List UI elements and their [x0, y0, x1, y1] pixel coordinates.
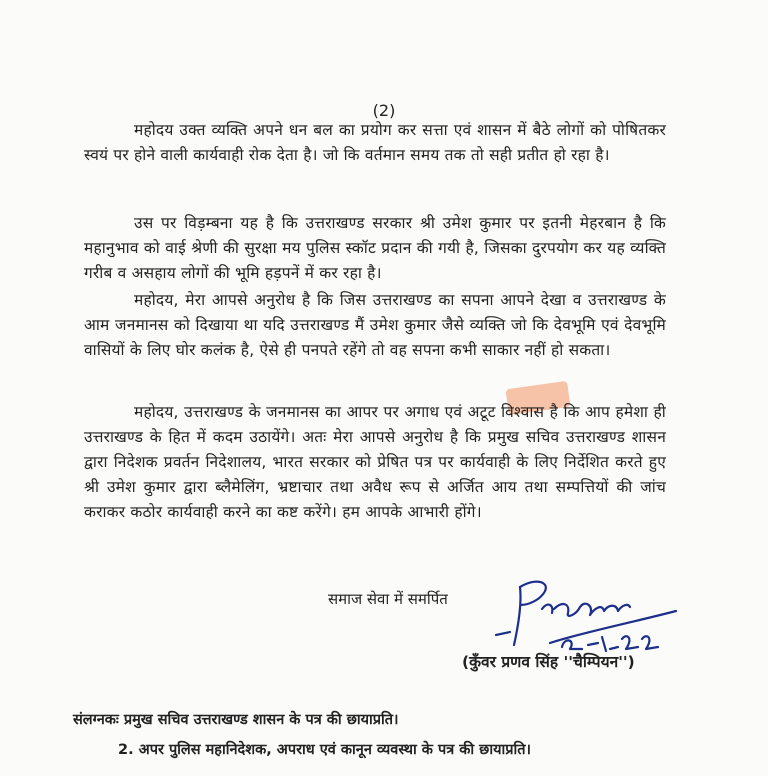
paragraph-4	[84, 400, 666, 525]
enclosure-2: 2. अपर पुलिस महानिदेशक, अपराध एवं कानून व्यवस्था के पत्र की छायाप्रति।	[118, 742, 532, 758]
page-number: (2)	[372, 101, 396, 120]
handwritten-signature	[490, 565, 680, 660]
paragraph-2	[84, 211, 666, 286]
paragraph-1	[84, 118, 666, 168]
closing-line: समाज सेवा में समर्पित	[328, 590, 448, 608]
paragraph-2-text: उस पर विड़म्बना यह है कि उत्तराखण्ड सरकार श्री उमेश कुमार पर इतनी मेहरबान है कि महानुभाव को वाई श्रेणी की सुरक्षा मय पुलिस स्कॉट प्रदान की गयी है, जिसका दुरपयोग कर यह व्यक्ति गरीब व असहाय लोगों की भूमि हड़पनें में कर रहा है।	[84, 214, 666, 282]
paragraph-3-text: महोदय, मेरा आपसे अनुरोध है कि जिस उत्तराखण्ड का सपना आपने देखा व उत्तराखण्ड के आम जनमानस को दिखाया था यदि उत्तराखण्ड मैं उमेश कुमार जैसे व्यक्ति जो कि देवभूमि एवं देवभूमि वासियों के लिए घोर कलंक है, ऐसे ही पनपते रहेंगे तो वह सपना कभी साकार नहीं हो सकता।	[84, 291, 666, 359]
paragraph-4-text: महोदय, उत्तराखण्ड के जनमानस का आपर पर अगाध एवं अटूट विश्वास है कि आप हमेशा ही उत्तराखण्ड के हित में कदम उठायेंगे। अतः मेरा आपसे अनुरोध है कि प्रमुख सचिव उत्तराखण्ड शासन द्वारा निदेशक प्रवर्तन निदेशालय, भारत सरकार को प्रेषित पत्र पर कार्यवाही के लिए निर्देशित करते हुए श्री उमेश कुमार द्वारा ब्लैमेलिंग, भ्रष्टाचार तथा अवैध रूप से अर्जित आय तथा सम्पत्तियों की जांच कराकर कठोर कार्यवाही करने का कष्ट करेंगे। हम आपके आभारी होंगे।	[84, 403, 666, 521]
paragraph-3	[84, 288, 666, 363]
enclosure-1: संलग्नकः प्रमुख सचिव उत्तराखण्ड शासन के पत्र की छायाप्रति।	[73, 712, 399, 728]
paragraph-1-text: महोदय उक्त व्यक्ति अपने धन बल का प्रयोग कर सत्ता एवं शासन में बैठे लोगों को पोषितकर स्वयं पर होने वाली कार्यवाही रोक देता है। जो कि वर्तमान समय तक तो सही प्रतीत हो रहा है।	[84, 121, 666, 164]
signatory-name: (कुँवर प्रणव सिंह ''चैम्पियन'')	[462, 653, 635, 671]
